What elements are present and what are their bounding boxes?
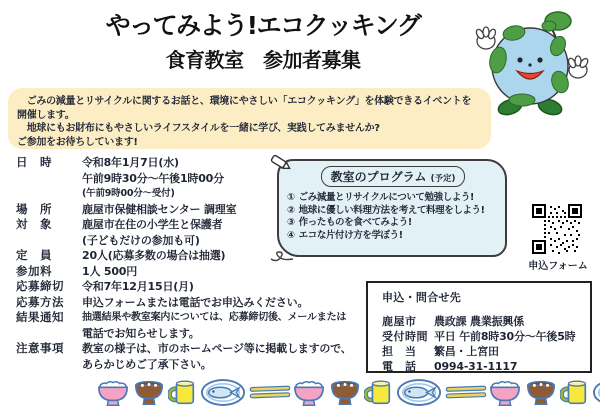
intro-box	[8, 88, 491, 149]
contact-label: 電 話	[382, 360, 417, 373]
soup-bowl-icon	[328, 376, 362, 409]
program-item	[287, 192, 499, 205]
food-icon-set	[292, 376, 488, 409]
program-item	[287, 230, 499, 243]
contact-row-phone	[382, 359, 582, 374]
program-items	[287, 192, 499, 242]
contact-row-city	[382, 314, 582, 329]
contact-label: 鹿屋市	[382, 315, 417, 328]
detail-label: 場 所	[16, 201, 52, 216]
rice-bowl-icon	[488, 376, 522, 409]
detail-row-result-notice	[16, 310, 368, 341]
item-number: ①	[287, 192, 295, 203]
detail-row-caution	[16, 341, 368, 372]
detail-label: 定 員	[16, 248, 52, 262]
mug-icon	[560, 377, 590, 408]
program-title-note: (予定)	[430, 174, 456, 184]
intro-line: 開催します。	[17, 109, 75, 121]
pencil-icon	[267, 152, 293, 174]
chopsticks-icon	[444, 385, 488, 400]
food-icon-set	[96, 376, 292, 409]
program-box	[277, 159, 507, 257]
program-item	[287, 217, 499, 230]
item-text: 作ったものを食べてみよう!	[298, 217, 412, 228]
food-icon-set	[488, 376, 600, 409]
contact-label: 受付時間	[382, 330, 428, 343]
item-number: ②	[287, 204, 295, 216]
detail-value: あらかじめご了承下さい。	[82, 357, 212, 371]
detail-value: 鹿屋市保健相談センター 調理室	[82, 202, 237, 216]
detail-value: 令和7年12月15日(月)	[82, 280, 194, 293]
detail-value: 鹿屋市在住の小学生と保護者	[82, 218, 223, 231]
detail-label: 応募締切	[16, 279, 64, 293]
detail-label: 対 象	[16, 217, 52, 231]
item-text: エコな片付け方を学ぼう!	[298, 229, 403, 241]
detail-label: 注意事項	[16, 341, 64, 355]
fish-plate-icon	[200, 378, 246, 408]
item-text: 地球に優しい料理方法を考えて料理をしよう!	[298, 204, 485, 216]
detail-note: (午前9時00分〜受付)	[82, 188, 175, 199]
detail-value: 令和8年1月7日(水)	[82, 156, 179, 169]
detail-label: 参加料	[16, 263, 52, 278]
contact-value: 繁昌・上宮田	[434, 345, 499, 358]
rice-bowl-icon	[96, 376, 130, 409]
mug-icon	[364, 377, 394, 408]
intro-line: ごみの減量とリサイクルに関するお話と、環境にやさしい「エコクッキング」を体験できるイベントを	[17, 96, 472, 107]
intro-line: 地球にもお財布にもやさしいライフスタイルを一緒に学び、実践してみませんか?	[17, 123, 380, 134]
item-number: ④	[287, 229, 295, 241]
detail-value: 申込フォームまたは電話でお申込みください。	[82, 295, 309, 309]
soup-bowl-icon	[132, 376, 166, 409]
rice-bowl-icon	[292, 376, 326, 409]
fish-plate-icon	[592, 378, 600, 408]
contact-box	[366, 281, 592, 373]
detail-value: 1人 500円	[82, 264, 138, 278]
contact-row-staff	[382, 344, 582, 359]
detail-value: 抽選結果や教室案内については、応募締切後、メールまたは	[82, 312, 347, 323]
contact-value: 0994-31-1117	[434, 360, 518, 373]
detail-value: (子どもだけの参加も可)	[82, 233, 200, 247]
food-icon-row	[96, 376, 594, 409]
detail-row-fee	[16, 264, 368, 280]
intro-line: ご参加をお待ちしています!	[17, 136, 138, 148]
scroll-curl-decoration	[269, 245, 295, 263]
detail-label: 応募方法	[16, 294, 64, 309]
detail-row-apply-method	[16, 295, 368, 311]
fish-plate-icon	[396, 378, 442, 408]
detail-label: 日 時	[16, 155, 52, 169]
contact-value: 農政課 農業振興係	[434, 315, 525, 328]
soup-bowl-icon	[524, 376, 558, 409]
page-title: やってみよう!エコクッキング	[105, 11, 421, 40]
program-title: 教室のプログラム (予定)	[321, 166, 466, 187]
item-number: ③	[287, 217, 295, 228]
mug-icon	[168, 377, 198, 408]
qr-code-icon	[532, 204, 582, 254]
contact-value: 平日 午前8時30分〜午後5時	[434, 330, 576, 343]
contact-row-hours	[382, 329, 582, 344]
detail-value: 教室の様子は、市のホームページ等に掲載しますので、	[82, 342, 352, 355]
item-text: ごみ減量とリサイクルについて勉強しよう!	[298, 192, 474, 203]
detail-label: 結果通知	[16, 310, 64, 324]
page-subtitle: 食育教室 参加者募集	[165, 48, 361, 72]
detail-value: 午前9時30分〜午後1時00分	[82, 171, 224, 185]
program-item	[287, 205, 499, 218]
contact-label: 担 当	[382, 345, 417, 358]
detail-value: 20人(応募多数の場合は抽選)	[82, 249, 226, 262]
chopsticks-icon	[248, 385, 292, 400]
detail-row-deadline	[16, 279, 368, 295]
contact-header: 申込・問合せ先	[382, 291, 462, 304]
qr-code-label: 申込フォーム	[528, 261, 588, 272]
detail-value: 電話でお知らせします。	[82, 326, 200, 340]
